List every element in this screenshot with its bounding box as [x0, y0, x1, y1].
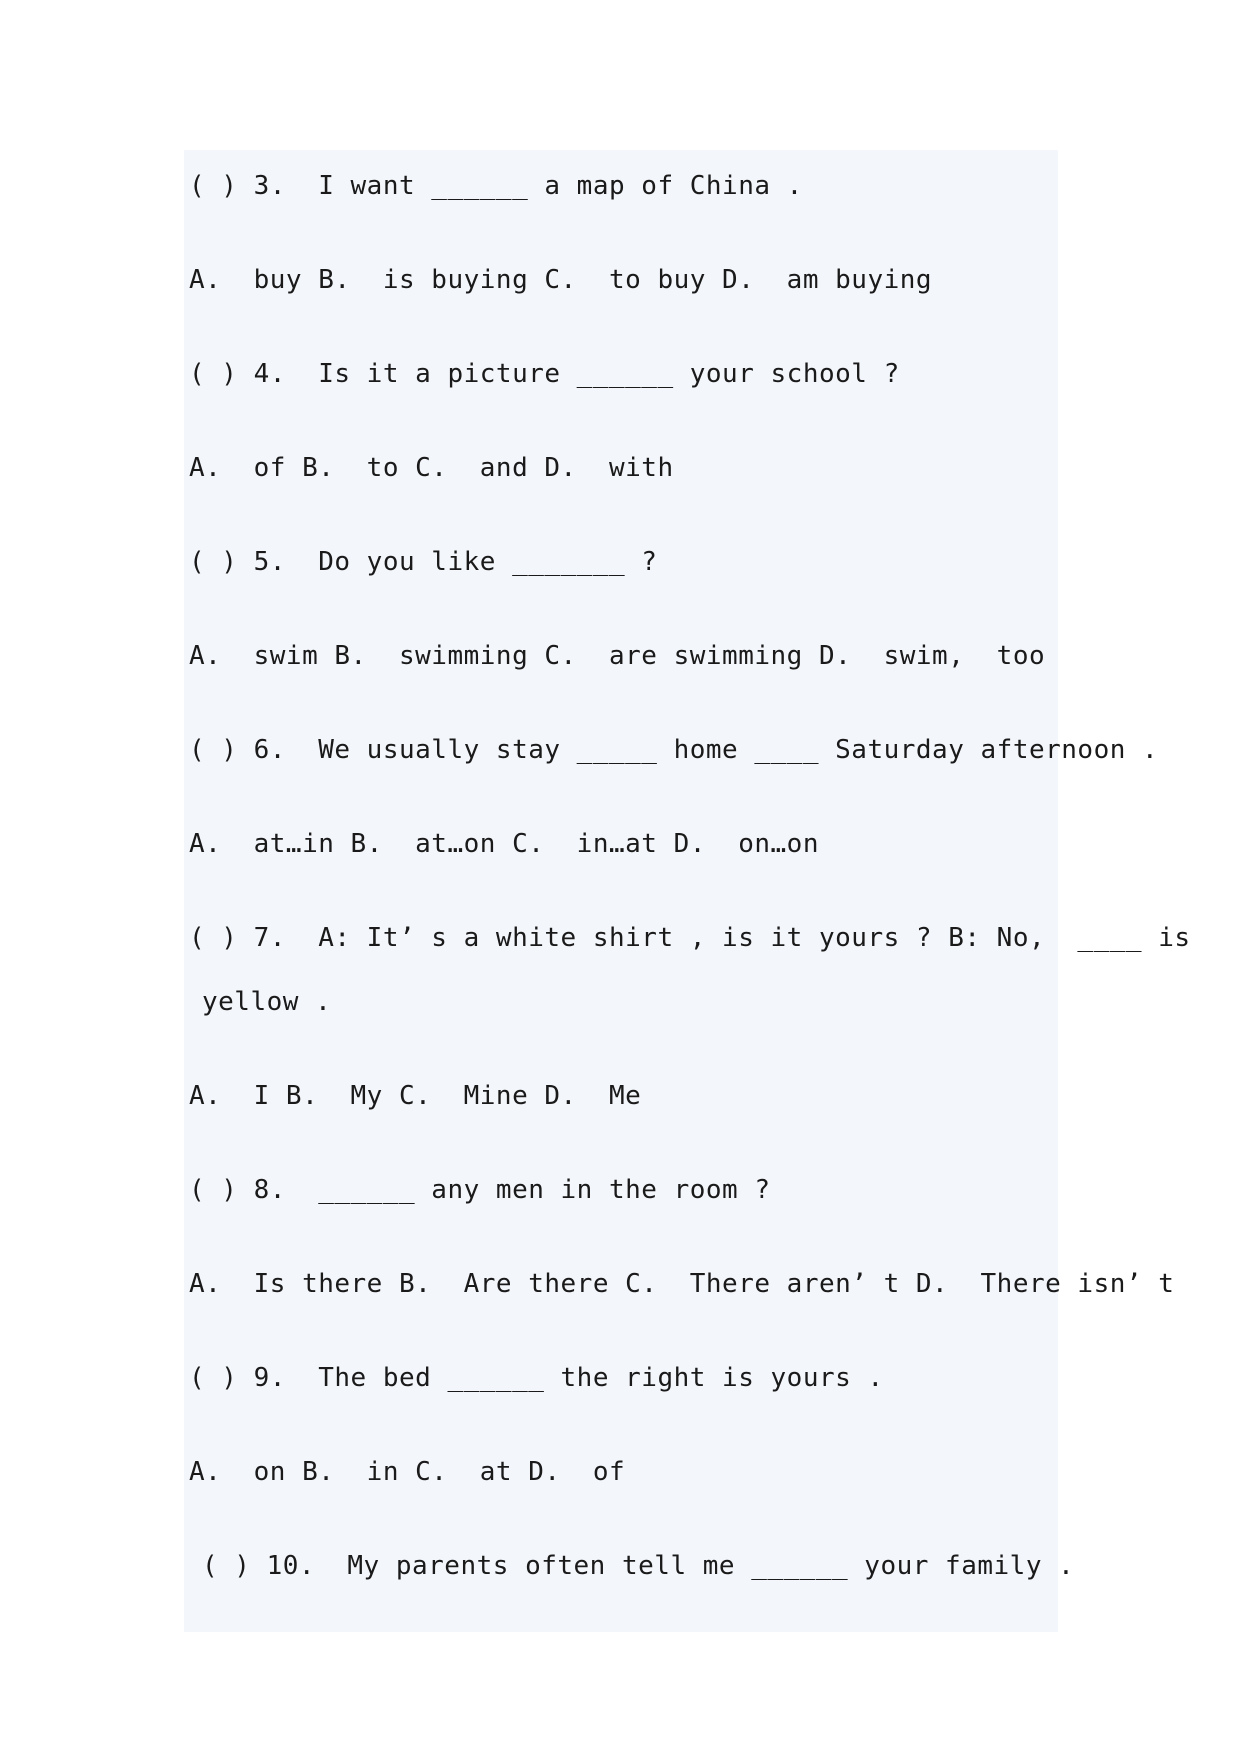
question-9: ( ) 9. The bed ______ the right is yours .: [189, 1363, 884, 1393]
options-3: A. buy B. is buying C. to buy D. am buying: [189, 265, 933, 295]
options-4: A. of B. to C. and D. with: [189, 453, 674, 483]
options-6: A. at…in B. at…on C. in…at D. on…on: [189, 829, 819, 859]
question-4: ( ) 4. Is it a picture ______ your school ?: [189, 359, 900, 389]
options-8: A. Is there B. Are there C. There aren’ t D. There isn’ t: [189, 1269, 1175, 1299]
question-5: ( ) 5. Do you like _______ ?: [189, 547, 658, 577]
question-6: ( ) 6. We usually stay _____ home ____ Saturday afternoon .: [189, 735, 1159, 765]
question-7-continuation: yellow .: [202, 987, 332, 1017]
question-10: ( ) 10. My parents often tell me ______ your family .: [202, 1551, 1075, 1581]
question-3: ( ) 3. I want ______ a map of China .: [189, 171, 803, 201]
question-8: ( ) 8. ______ any men in the room ?: [189, 1175, 771, 1205]
options-7: A. I B. My C. Mine D. Me: [189, 1081, 642, 1111]
options-5: A. swim B. swimming C. are swimming D. swim, too: [189, 641, 1046, 671]
question-7: ( ) 7. A: It’ s a white shirt , is it yours ? B: No, ____ is: [189, 923, 1191, 953]
options-9: A. on B. in C. at D. of: [189, 1457, 626, 1487]
